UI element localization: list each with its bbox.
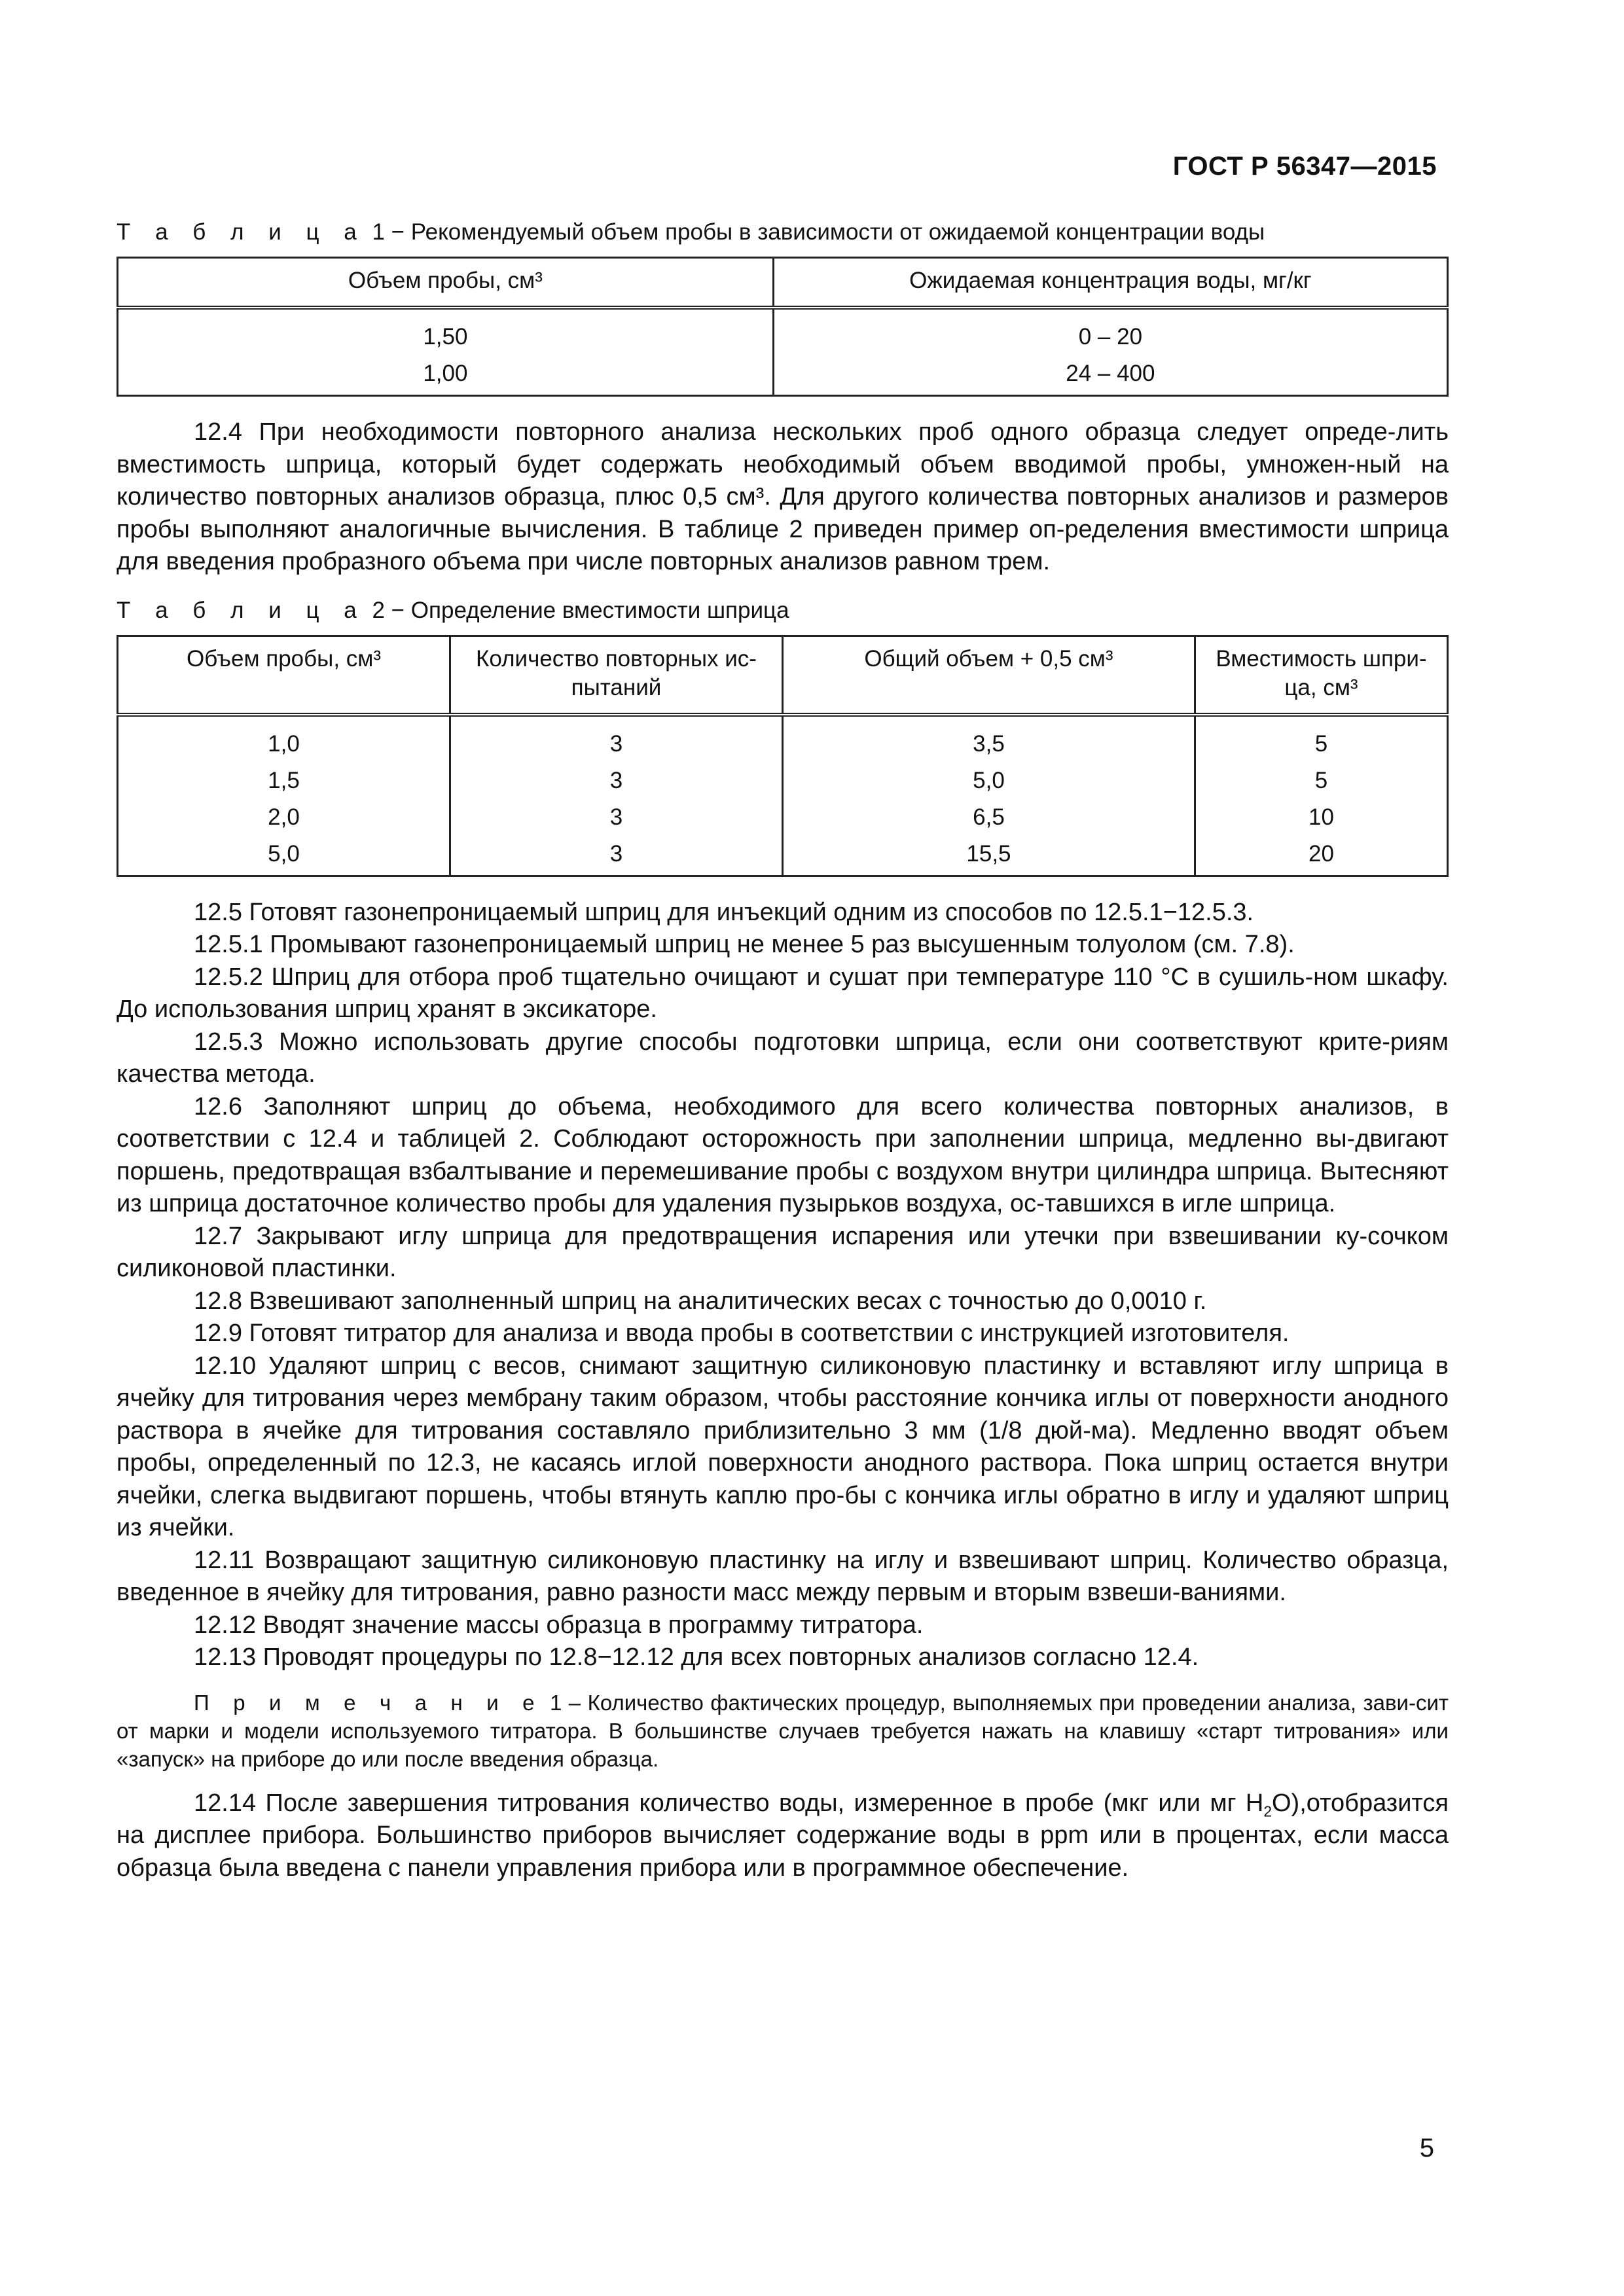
table-cell: 5 [1195,762,1447,799]
table-1-header-cell: Ожидаемая концентрация воды, мг/кг [773,258,1447,308]
table-1 [117,257,1449,397]
paragraph-12-5-2: 12.5.2 Шприц для отбора проб тщательно очищают и сушат при температуре 110 °С в сушиль-ном шкафу. До использования шприц хранят в эксикаторе. [117,963,1449,1023]
page-number: 5 [1419,2134,1434,2162]
table-2-header-cell: Общий объем + 0,5 см³ [783,636,1195,715]
table-cell: 1,00 [118,355,774,396]
paragraph-12-5-1: 12.5.1 Промывают газонепроницаемый шприц не менее 5 раз высушенным толуолом (см. 7.8). [194,931,1295,958]
paragraph-12-5: 12.5 Готовят газонепроницаемый шприц для инъекций одним из способов по 12.5.1−12.5.3. [194,898,1254,926]
table-cell: 3 [450,799,783,836]
table-2 [117,635,1449,877]
table-cell: 5,0 [118,836,450,876]
table-cell: 3,5 [783,715,1195,762]
document-code-header: ГОСТ Р 56347—2015 [1172,152,1437,181]
table-cell: 5,0 [783,762,1195,799]
table-cell: 2,0 [118,799,450,836]
table-row [118,799,1448,836]
table-2-caption-text: 2 − Определение вместимости шприца [365,597,789,623]
table-cell: 20 [1195,836,1447,876]
table-1-header-cell: Объем пробы, см³ [118,258,774,308]
paragraph-12-14 [117,1787,1449,1885]
table-row [118,355,1448,396]
table-2-caption [117,594,1449,627]
table-cell: 1,0 [118,715,450,762]
paragraph-12-9: 12.9 Готовят титратор для анализа и ввода пробы в соответствии с инструкцией изготовителя. [194,1319,1290,1347]
table-cell: 3 [450,836,783,876]
table-cell: 10 [1195,799,1447,836]
page-content [117,216,1449,1884]
table-1-header-row [118,258,1448,308]
note-text: 1 – Количество фактических процедур, выполняемых при проведении анализа, зави-сит от марки и модели используемого титратора. В большинстве случаев требуется нажать на клавишу «старт титрования» или «запуск» на приборе до или после введения образца. [117,1690,1449,1771]
table-2-caption-label: Т а б л и ц а [117,597,366,623]
paragraph-12-14-before: 12.14 После завершения титрования количество воды, измеренное в пробе (мкг или мг H [194,1789,1264,1817]
paragraph-12-13: 12.13 Проводят процедуры по 12.8−12.12 для всех повторных анализов согласно 12.4. [194,1643,1199,1671]
table-2-header-cell: Объем пробы, см³ [118,636,450,715]
table-row [118,715,1448,762]
table-row [118,762,1448,799]
paragraph-12-11: 12.11 Возвращают защитную силиконовую пластинку на иглу и взвешивают шприц. Количество образца, введенное в ячейку для титрования, равно разности масс между первым и вторым взвеши-ваниями. [117,1546,1449,1606]
paragraph-12-14-after: O),отобразится на дисплее прибора. Большинство приборов вычисляет содержание воды в ppm или в процентах, если масса образца была введена с панели управления прибора или в программное обеспечение. [117,1789,1449,1882]
table-cell: 1,50 [118,308,774,355]
table-cell: 5 [1195,715,1447,762]
table-2-header-cell: Вместимость шпри-ца, см³ [1195,636,1447,715]
table-row [118,836,1448,876]
paragraph-12-5-3: 12.5.3 Можно использовать другие способы подготовки шприца, если они соответствуют крите-риям качества метода. [117,1028,1449,1088]
note-label: П р и м е ч а н и е [194,1690,543,1715]
table-cell: 3 [450,715,783,762]
table-cell: 6,5 [783,799,1195,836]
table-2-header-row [118,636,1448,715]
table-row [118,308,1448,355]
table-cell: 24 – 400 [773,355,1447,396]
table-1-caption-text: 1 − Рекомендуемый объем пробы в зависимости от ожидаемой концентрации воды [365,219,1265,245]
paragraph-12-12: 12.12 Вводят значение массы образца в программу титратора. [194,1611,924,1639]
table-cell: 15,5 [783,836,1195,876]
paragraph-12-8: 12.8 Взвешивают заполненный шприц на аналитических весах с точностью до 0,0010 г. [194,1287,1207,1315]
table-cell: 3 [450,762,783,799]
paragraph-12-6: 12.6 Заполняют шприц до объема, необходимого для всего количества повторных анализов, в соответствии с 12.4 и таблицей 2. Соблюдают осторожность при заполнении шприца, медленно вы-двигают поршень, предотвращая взбалтывание и перемешивание пробы с воздухом внутри цилиндра шприца. Вытесняют из шприца достаточное количество пробы для удаления пузырьков воздуха, ос-тавшихся в игле шприца. [117,1092,1449,1217]
paragraph-12-4: 12.4 При необходимости повторного анализа нескольких проб одного образца следует опреде-лить вместимость шприца, который будет содержать необходимый объем вводимой пробы, умножен-ный на количество повторных анализов образца, плюс 0,5 см³. Для другого количества повторных анализов и размеров пробы выполняют аналогичные вычисления. В таблице 2 приведен пример оп-ределения вместимости шприца для введения пробразного объема при числе повторных анализов равном трем. [117,418,1449,575]
table-cell: 1,5 [118,762,450,799]
paragraph-12-10: 12.10 Удаляют шприц с весов, снимают защитную силиконовую пластинку и вставляют иглу шприца в ячейку для титрования через мембрану таким образом, чтобы расстояние кончика иглы от поверхности анодного раствора в ячейке для титрования составляло приблизительно 3 мм (1/8 дюй-ма). Медленно вводят объем пробы, определенный по 12.3, не касаясь иглой поверхности анодного раствора. Пока шприц остается внутри ячейки, слегка выдвигают поршень, чтобы втянуть каплю про-бы с кончика иглы обратно в иглу и удаляют шприц из ячейки. [117,1352,1449,1541]
table-1-caption [117,216,1449,249]
paragraph-12-7: 12.7 Закрывают иглу шприца для предотвращения испарения или утечки при взвешивании ку-сочком силиконовой пластинки. [117,1222,1449,1282]
table-1-caption-label: Т а б л и ц а [117,219,366,245]
note-1 [117,1689,1449,1773]
subscript-2: 2 [1263,1803,1272,1820]
table-2-header-cell: Количество повторных ис-пытаний [450,636,783,715]
table-cell: 0 – 20 [773,308,1447,355]
